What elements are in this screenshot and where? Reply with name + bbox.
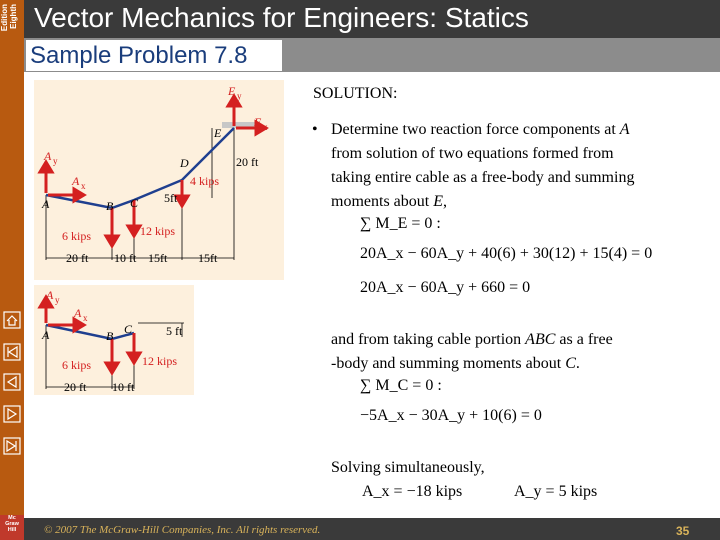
label2-ax-sub: x (83, 313, 88, 323)
label-4kips: 4 kips (190, 174, 220, 188)
para1-e: E (433, 193, 443, 210)
para1-comma: , (443, 193, 447, 210)
eq-moment-c: −5A_x − 30A_y + 10(6) = 0 (360, 407, 542, 424)
logo-line-3: Hill (7, 527, 17, 533)
para2-line1 (331, 328, 613, 352)
label-d: D (180, 156, 189, 170)
para2-text-1b: as a free (555, 331, 613, 348)
label-ay: A (44, 149, 52, 163)
label2-c: C (124, 322, 133, 336)
left-sidebar (0, 0, 24, 540)
label2-5ft: 5 ft (166, 324, 183, 338)
label-a: A (42, 197, 50, 211)
result-ay: A_y = 5 kips (514, 483, 598, 500)
prev-icon[interactable] (3, 373, 21, 391)
label-c: C (130, 196, 139, 210)
label-e: E (214, 126, 222, 140)
bullet-icon: • (312, 121, 318, 138)
label-dim-15ft-b: 15ft (198, 251, 218, 265)
eq-sum-me: ∑ M_E = 0 : (360, 215, 441, 232)
para2-period: . (575, 355, 580, 372)
label-ax: A (72, 174, 80, 188)
cable-diagram-full (34, 80, 284, 280)
label2-b: B (106, 329, 114, 343)
para2-abc: ABC (525, 331, 556, 348)
para1-line2: from solution of two equations formed from (331, 145, 614, 162)
para1-text-4: moments about (331, 193, 434, 210)
para1-a: A (619, 121, 630, 138)
next-icon[interactable] (3, 405, 21, 423)
label2-dim-10ft: 10 ft (112, 380, 135, 394)
copyright-text: © 2007 The McGraw-Hill Companies, Inc. All rights reserved. (44, 524, 321, 536)
para2-line2 (331, 352, 580, 376)
label2-ay: A (46, 288, 54, 302)
cable-diagram-abc (34, 285, 194, 395)
solution-heading: SOLUTION: (313, 85, 398, 102)
label-6kips: 6 kips (62, 229, 92, 243)
label-dim-10ft: 10 ft (114, 251, 137, 265)
label-ax-sub: x (81, 181, 86, 191)
para1-line1 (331, 118, 630, 142)
slide-subtitle: Sample Problem 7.8 (30, 42, 248, 69)
label2-12kips: 12 kips (142, 354, 178, 368)
label2-dim-20ft: 20 ft (64, 380, 87, 394)
edition-label (0, 2, 24, 42)
para3: Solving simultaneously, (331, 459, 485, 476)
label-20ft-vertical: 20 ft (236, 155, 259, 169)
label-dim-20ft: 20 ft (66, 251, 89, 265)
label2-ay-sub: y (55, 295, 60, 305)
label-b: B (106, 199, 114, 213)
para1-text-1: Determine two reaction force components at (331, 121, 620, 138)
label-ay-sub: y (53, 156, 58, 166)
home-icon[interactable] (3, 311, 21, 329)
mcgraw-hill-logo (0, 515, 24, 540)
eq-moment-e-simplified: 20A_x − 60A_y + 660 = 0 (360, 279, 531, 296)
label2-a: A (42, 328, 50, 342)
eq-moment-e: 20A_x − 60A_y + 40(6) + 30(12) + 15(4) = 0 (360, 245, 653, 262)
edition-word-2: Edition (0, 4, 9, 32)
logo-line-1: Mc (8, 515, 16, 521)
label-12kips: 12 kips (140, 224, 176, 238)
label-ex: E (254, 115, 262, 129)
label2-ax: A (74, 306, 82, 320)
label-ey-sub: y (237, 91, 242, 101)
para2-c: C (565, 355, 576, 372)
label-ex-sub: x (263, 122, 268, 132)
result-ax: A_x = −18 kips (362, 483, 463, 500)
para2-text-1: and from taking cable portion (331, 331, 526, 348)
page-number: 35 (676, 524, 690, 538)
para1-line4 (331, 190, 447, 214)
label-ey: E (228, 84, 236, 98)
label-dim-15ft-a: 15ft (148, 251, 168, 265)
eq-sum-mc: ∑ M_C = 0 : (360, 377, 442, 394)
para1-line3: taking entire cable as a free-body and summing (331, 169, 635, 186)
first-icon[interactable] (3, 343, 21, 361)
page-title: Vector Mechanics for Engineers: Statics (34, 2, 529, 33)
label-5ft: 5ft (164, 191, 178, 205)
last-icon[interactable] (3, 437, 21, 455)
label2-6kips: 6 kips (62, 358, 92, 372)
para2-text-2: -body and summing moments about (331, 355, 566, 372)
edition-word-1: Eighth (9, 4, 18, 29)
logo-line-2: Graw (5, 521, 19, 527)
